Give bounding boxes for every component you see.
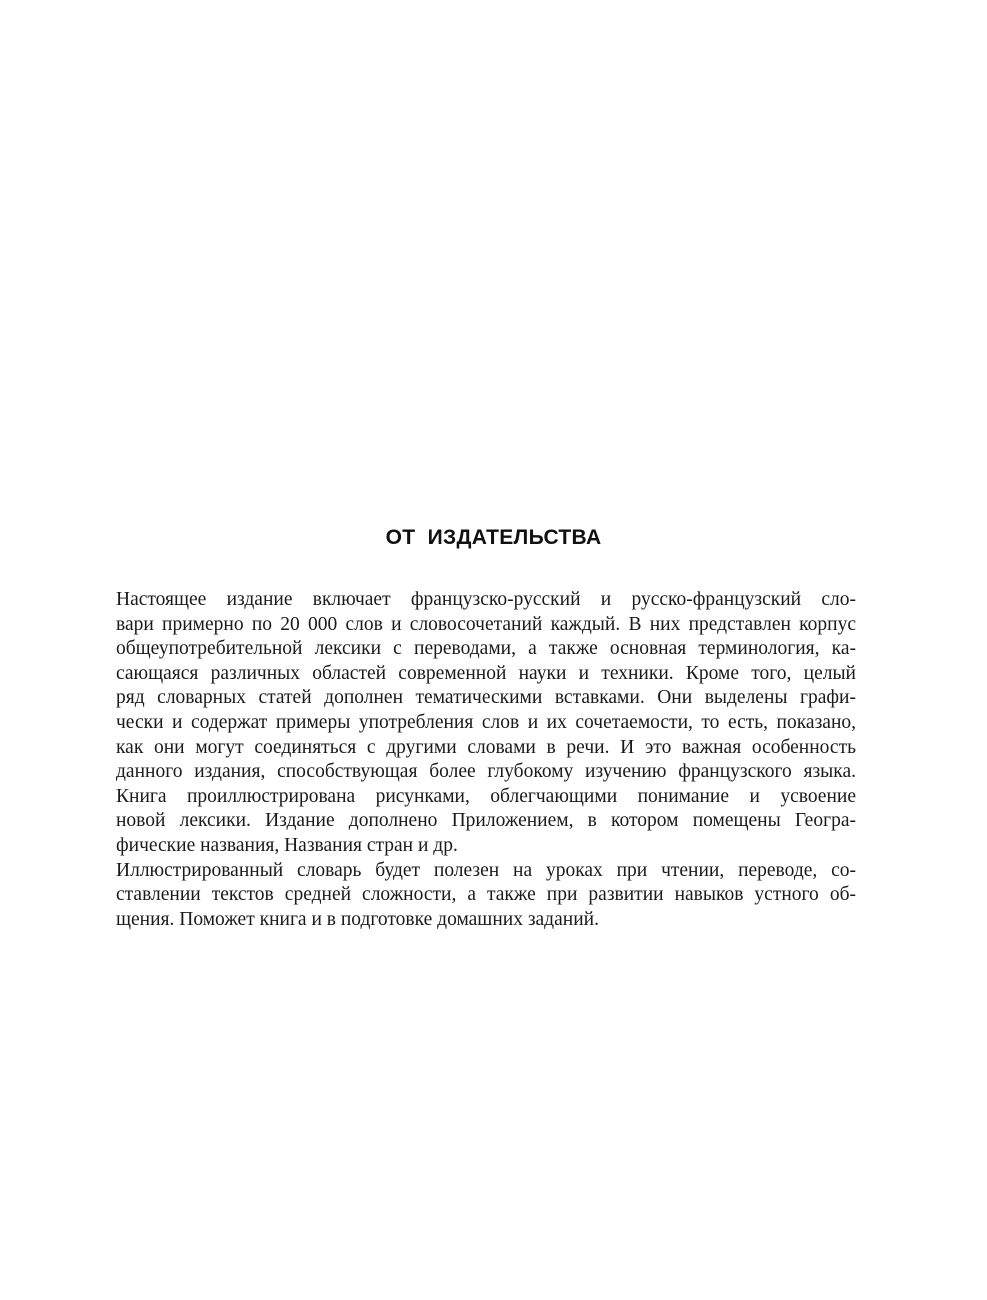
text-line: чески и содержат примеры употребления слов и их сочетаемости, то есть, показано, xyxy=(116,711,856,733)
text-line: ряд словарных статей дополнен тематическими вставками. Они выделены графи- xyxy=(116,687,856,709)
text-line: новой лексики. Издание дополнено Приложением, в котором помещены Геогра- xyxy=(116,810,856,832)
text-line: как они могут соединяться с другими словами в речи. И это важная особенность xyxy=(116,736,856,758)
text-line: ставлении текстов средней сложности, а также при развитии навыков устного об- xyxy=(116,884,856,906)
text-line: Книга проиллюстрирована рисунками, облегчающими понимание и усвоение xyxy=(116,785,856,807)
text-line: фические названия, Названия стран и др. xyxy=(116,834,458,856)
text-line: данного издания, способствующая более глубокому изучению французского языка. xyxy=(116,761,856,783)
text-line: Иллюстрированный словарь будет полезен на уроках при чтении, переводе, со- xyxy=(116,859,856,881)
text-line: Настоящее издание включает французско-русский и русско-французский сло- xyxy=(116,589,856,610)
text-line: щения. Поможет книга и в подготовке домашних заданий. xyxy=(116,908,599,930)
body-text-lines xyxy=(116,588,856,932)
text-line: общеупотребительной лексики с переводами, а также основная терминология, ка- xyxy=(116,638,856,660)
text-line: сающаяся различных областей современной науки и техники. Кроме того, целый xyxy=(116,662,856,684)
text-line: вари примерно по 20 000 слов и словосочетаний каждый. В них представлен корпус xyxy=(116,613,856,635)
page-heading: ОТ ИЗДАТЕЛЬСТВА xyxy=(385,526,602,549)
